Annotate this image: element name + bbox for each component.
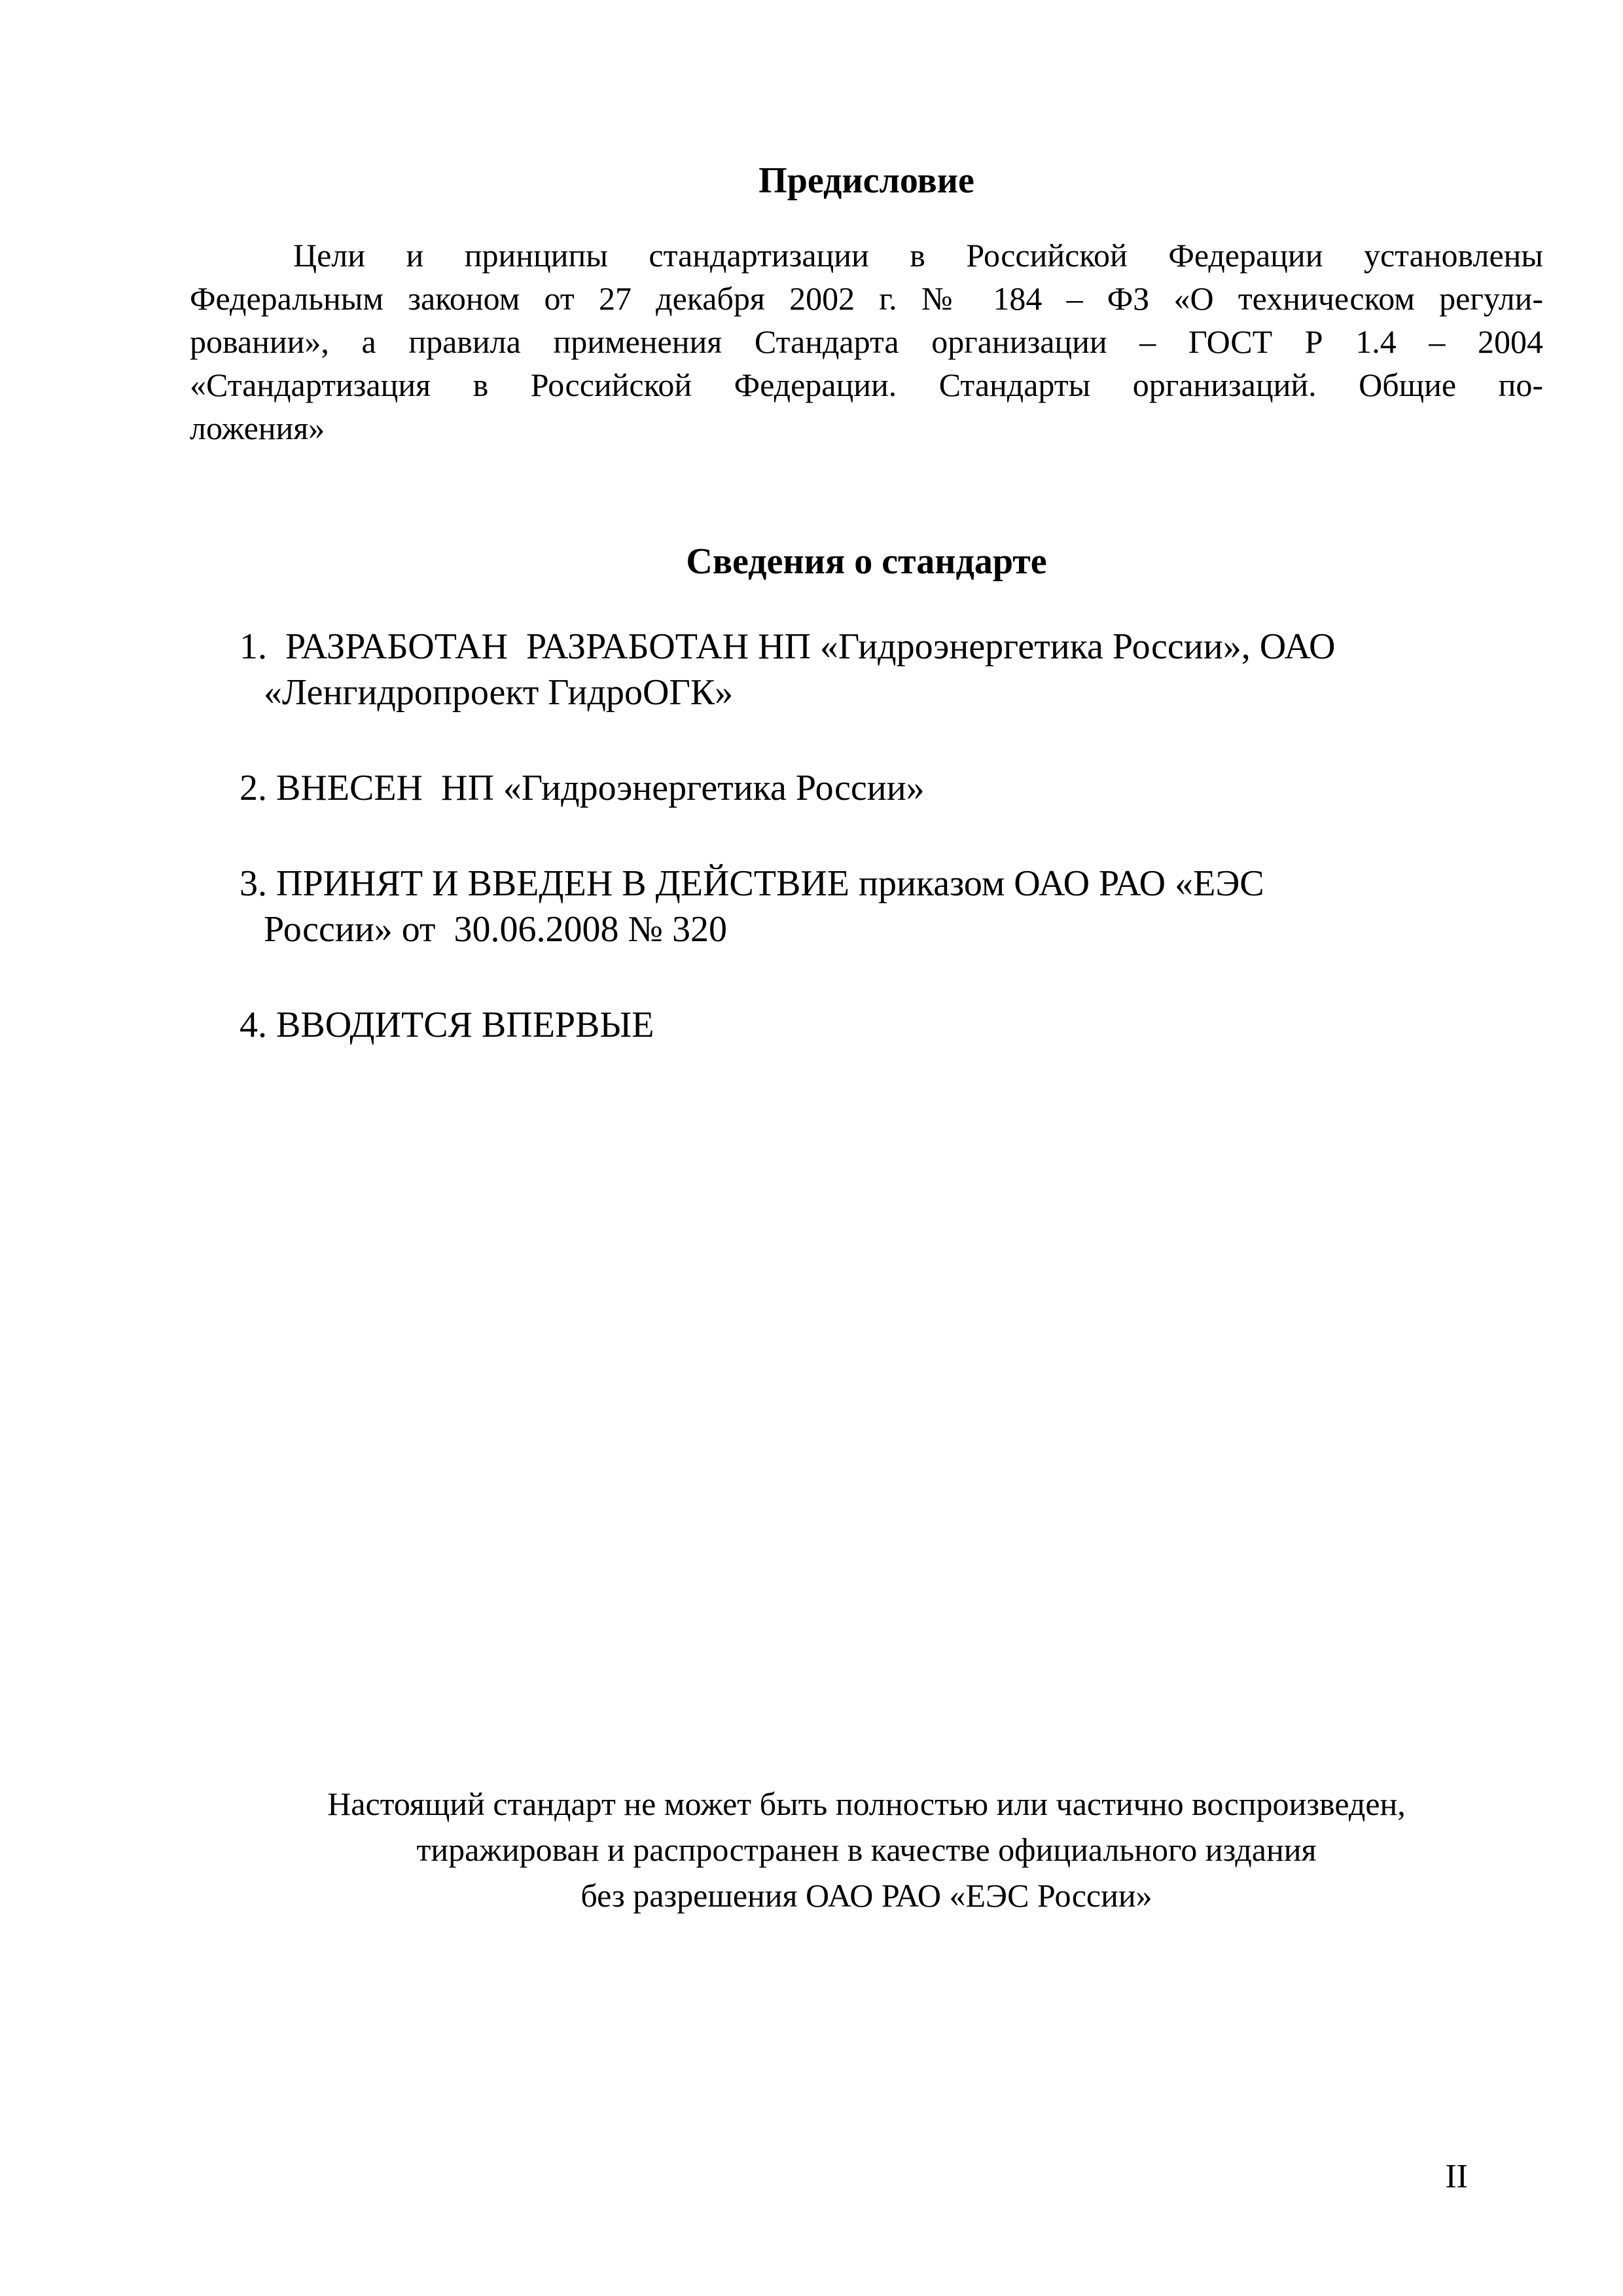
section-heading: Сведения о стандарте <box>686 541 1047 582</box>
intro-paragraph <box>190 234 1543 450</box>
page-number: II <box>1445 2158 1468 2195</box>
standard-info-list <box>190 624 1543 1048</box>
list-item-first-introduced <box>240 1002 1543 1048</box>
list-item-submitted <box>240 765 1543 811</box>
copyright-note-line: без разрешения ОАО РАО «ЕЭС России» <box>580 1877 1152 1914</box>
paragraph-line: Цели и принципы стандартизации в Российской Федерации установлены <box>293 237 1543 274</box>
list-item-line: 4. ВВОДИТСЯ ВПЕРВЫЕ <box>240 1005 654 1045</box>
paragraph-line: Федеральным законом от 27 декабря 2002 г. № 184 – ФЗ «О техническом регули- <box>190 280 1543 317</box>
copyright-note-line: тиражирован и распространен в качестве официального издания <box>416 1831 1317 1868</box>
list-item-line: 3. ПРИНЯТ И ВВЕДЕН В ДЕЙСТВИЕ приказом ОАО РАО «ЕЭС <box>240 863 1264 904</box>
paragraph-line: ложения» <box>190 410 325 446</box>
paragraph-line: ровании», а правила применения Стандарта организации – ГОСТ Р 1.4 – 2004 <box>190 323 1543 360</box>
page-title: Предисловие <box>758 160 974 201</box>
list-item-line: 1. РАЗРАБОТАН РАЗРАБОТАН НП «Гидроэнергетика России», ОАО <box>240 626 1336 667</box>
list-item-line: России» от 30.06.2008 № 320 <box>264 909 727 950</box>
list-item-line: «Ленгидропроект ГидроОГК» <box>264 672 734 713</box>
paragraph-line: «Стандартизация в Российской Федерации. Стандарты организаций. Общие по- <box>190 367 1543 403</box>
copyright-note-line: Настоящий стандарт не может быть полностью или частично воспроизведен, <box>327 1785 1406 1822</box>
list-item-developed <box>240 624 1543 715</box>
list-item-line: 2. ВНЕСЕН НП «Гидроэнергетика России» <box>240 768 925 808</box>
list-item-adopted <box>240 861 1543 952</box>
copyright-note <box>190 1781 1543 1918</box>
